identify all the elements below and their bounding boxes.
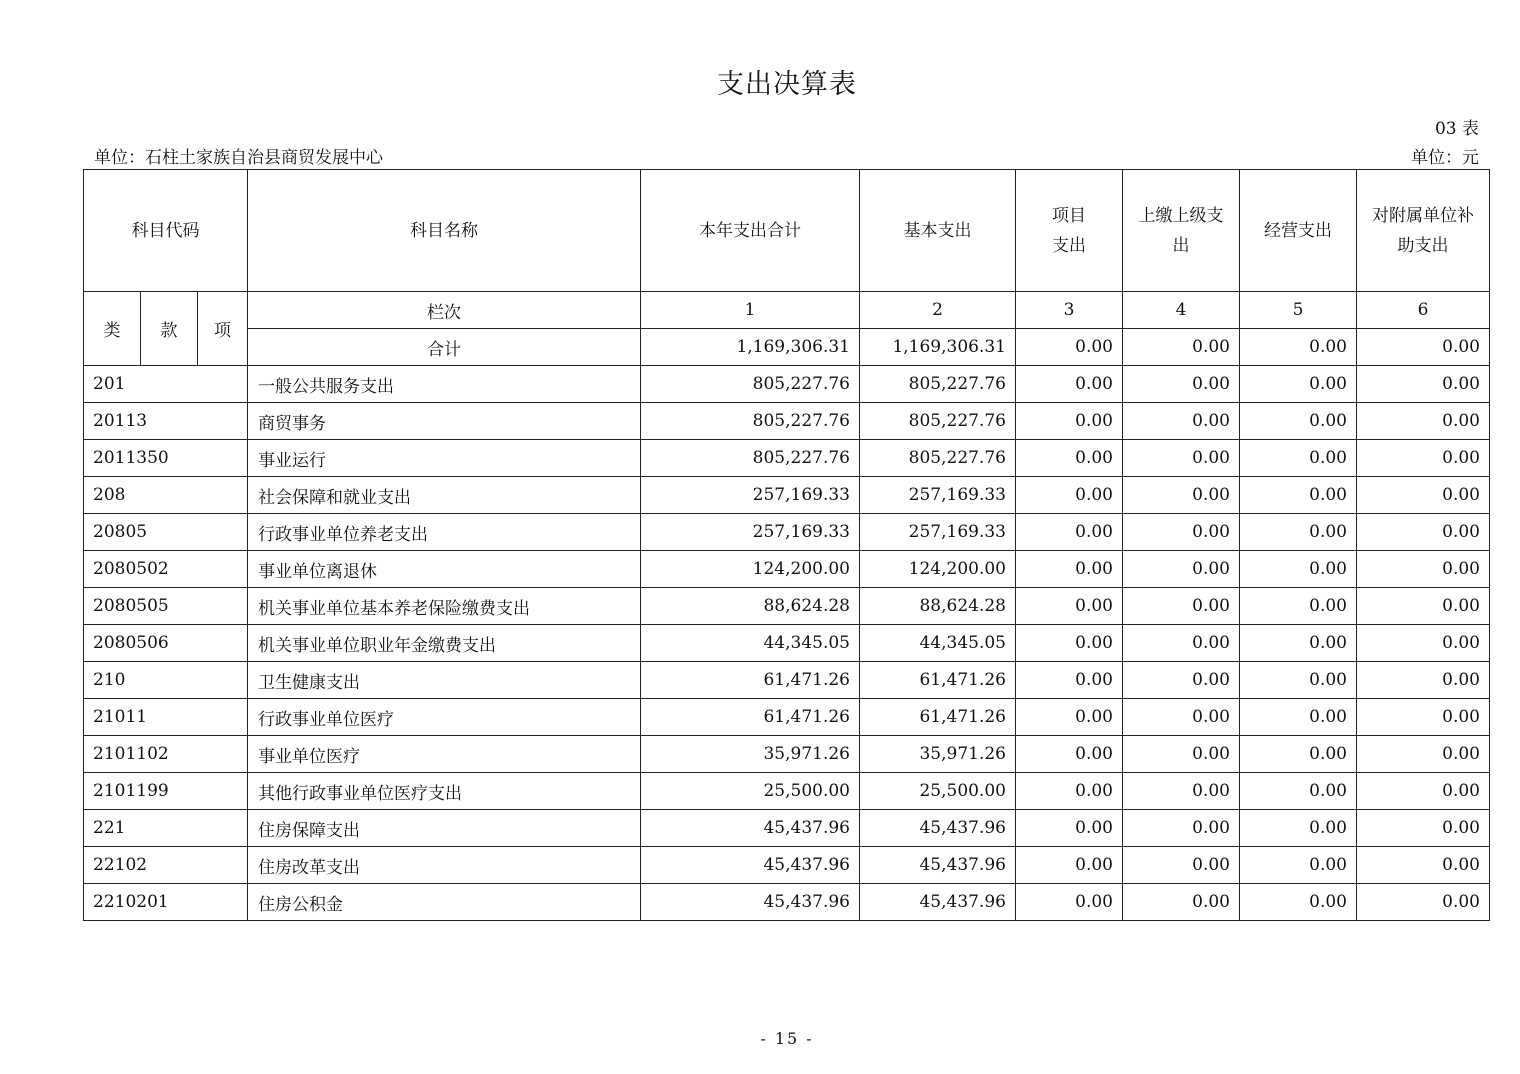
cell-subsidy: 0.00: [1357, 403, 1490, 440]
cell-project: 0.00: [1016, 625, 1123, 662]
cell-subsidy: 0.00: [1357, 773, 1490, 810]
sum-subsidy: 0.00: [1357, 329, 1490, 366]
cell-code: 2080506: [84, 625, 248, 662]
cell-subsidy: 0.00: [1357, 440, 1490, 477]
column-number-row: [84, 292, 1490, 329]
cell-subsidy: 0.00: [1357, 366, 1490, 403]
header-operating: 经营支出: [1240, 170, 1357, 292]
cell-name: 住房改革支出: [248, 847, 641, 884]
cell-name: 社会保障和就业支出: [248, 477, 641, 514]
cell-basic: 25,500.00: [860, 773, 1016, 810]
cell-name: 住房公积金: [248, 884, 641, 921]
cell-total: 805,227.76: [641, 366, 860, 403]
header-upper-line2: 出: [1172, 235, 1190, 256]
cell-project: 0.00: [1016, 810, 1123, 847]
table-row: [84, 884, 1490, 921]
cell-upper: 0.00: [1123, 773, 1240, 810]
cell-project: 0.00: [1016, 477, 1123, 514]
cell-name: 卫生健康支出: [248, 662, 641, 699]
cell-project: 0.00: [1016, 736, 1123, 773]
sum-basic: 1,169,306.31: [860, 329, 1016, 366]
cell-name: 住房保障支出: [248, 810, 641, 847]
cell-name: 事业单位医疗: [248, 736, 641, 773]
cell-operating: 0.00: [1240, 773, 1357, 810]
cell-upper: 0.00: [1123, 477, 1240, 514]
header-row: [84, 170, 1490, 292]
cell-operating: 0.00: [1240, 810, 1357, 847]
table-row: [84, 773, 1490, 810]
cell-basic: 805,227.76: [860, 366, 1016, 403]
cell-project: 0.00: [1016, 588, 1123, 625]
cell-subsidy: 0.00: [1357, 699, 1490, 736]
column-number-5: 5: [1240, 292, 1357, 329]
cell-subsidy: 0.00: [1357, 736, 1490, 773]
expenditure-table: [83, 169, 1490, 921]
cell-name: 事业单位离退休: [248, 551, 641, 588]
cell-name: 事业运行: [248, 440, 641, 477]
cell-project: 0.00: [1016, 366, 1123, 403]
cell-project: 0.00: [1016, 440, 1123, 477]
cell-upper: 0.00: [1123, 699, 1240, 736]
table-row: [84, 699, 1490, 736]
cell-operating: 0.00: [1240, 625, 1357, 662]
cell-project: 0.00: [1016, 847, 1123, 884]
cell-basic: 45,437.96: [860, 810, 1016, 847]
cell-operating: 0.00: [1240, 736, 1357, 773]
cell-subsidy: 0.00: [1357, 884, 1490, 921]
table-row: [84, 736, 1490, 773]
column-number-6: 6: [1357, 292, 1490, 329]
cell-upper: 0.00: [1123, 662, 1240, 699]
cell-upper: 0.00: [1123, 625, 1240, 662]
header-lei: 类: [84, 292, 141, 366]
cell-total: 61,471.26: [641, 699, 860, 736]
cell-subsidy: 0.00: [1357, 551, 1490, 588]
cell-basic: 45,437.96: [860, 847, 1016, 884]
page-number: - 15 -: [760, 1029, 814, 1048]
column-number-4: 4: [1123, 292, 1240, 329]
cell-basic: 44,345.05: [860, 625, 1016, 662]
cell-basic: 61,471.26: [860, 699, 1016, 736]
table-row: [84, 403, 1490, 440]
cell-total: 257,169.33: [641, 477, 860, 514]
cell-basic: 124,200.00: [860, 551, 1016, 588]
header-project-line2: 支出: [1052, 235, 1086, 256]
cell-code: 2080502: [84, 551, 248, 588]
cell-total: 45,437.96: [641, 884, 860, 921]
cell-code: 2011350: [84, 440, 248, 477]
cell-name: 行政事业单位医疗: [248, 699, 641, 736]
cell-basic: 805,227.76: [860, 440, 1016, 477]
currency-unit: 单位：元: [1411, 148, 1479, 168]
cell-code: 20113: [84, 403, 248, 440]
table-row: [84, 847, 1490, 884]
cell-subsidy: 0.00: [1357, 625, 1490, 662]
cell-basic: 88,624.28: [860, 588, 1016, 625]
header-subsidy-line2: 助支出: [1397, 235, 1449, 256]
sum-row: [84, 329, 1490, 366]
cell-total: 61,471.26: [641, 662, 860, 699]
table-row: [84, 514, 1490, 551]
cell-code: 2080505: [84, 588, 248, 625]
cell-subsidy: 0.00: [1357, 477, 1490, 514]
cell-basic: 61,471.26: [860, 662, 1016, 699]
cell-code: 2210201: [84, 884, 248, 921]
cell-name: 机关事业单位基本养老保险缴费支出: [248, 588, 641, 625]
header-name: 科目名称: [248, 170, 641, 292]
header-total: 本年支出合计: [641, 170, 860, 292]
cell-operating: 0.00: [1240, 366, 1357, 403]
cell-project: 0.00: [1016, 884, 1123, 921]
cell-basic: 257,169.33: [860, 477, 1016, 514]
table-row: [84, 625, 1490, 662]
cell-project: 0.00: [1016, 514, 1123, 551]
cell-subsidy: 0.00: [1357, 588, 1490, 625]
header-upper-line1: 上缴上级支: [1138, 205, 1224, 226]
cell-name: 商贸事务: [248, 403, 641, 440]
cell-upper: 0.00: [1123, 403, 1240, 440]
cell-basic: 35,971.26: [860, 736, 1016, 773]
cell-operating: 0.00: [1240, 551, 1357, 588]
header-code: 科目代码: [84, 170, 248, 292]
cell-total: 124,200.00: [641, 551, 860, 588]
cell-operating: 0.00: [1240, 440, 1357, 477]
cell-upper: 0.00: [1123, 588, 1240, 625]
column-number-1: 1: [641, 292, 860, 329]
cell-code: 2101199: [84, 773, 248, 810]
table-row: [84, 440, 1490, 477]
header-project: [1016, 170, 1123, 292]
cell-operating: 0.00: [1240, 403, 1357, 440]
cell-upper: 0.00: [1123, 366, 1240, 403]
table-row: [84, 810, 1490, 847]
table-body: [84, 170, 1490, 921]
cell-subsidy: 0.00: [1357, 662, 1490, 699]
cell-upper: 0.00: [1123, 514, 1240, 551]
cell-name: 行政事业单位养老支出: [248, 514, 641, 551]
header-kuan: 款: [141, 292, 198, 366]
cell-upper: 0.00: [1123, 736, 1240, 773]
cell-code: 201: [84, 366, 248, 403]
cell-code: 210: [84, 662, 248, 699]
table-row: [84, 366, 1490, 403]
cell-name: 一般公共服务支出: [248, 366, 641, 403]
cell-name: 机关事业单位职业年金缴费支出: [248, 625, 641, 662]
cell-project: 0.00: [1016, 699, 1123, 736]
cell-basic: 45,437.96: [860, 884, 1016, 921]
cell-operating: 0.00: [1240, 477, 1357, 514]
header-basic: 基本支出: [860, 170, 1016, 292]
cell-code: 21011: [84, 699, 248, 736]
sum-operating: 0.00: [1240, 329, 1357, 366]
cell-total: 44,345.05: [641, 625, 860, 662]
cell-basic: 805,227.76: [860, 403, 1016, 440]
cell-total: 805,227.76: [641, 440, 860, 477]
cell-total: 35,971.26: [641, 736, 860, 773]
sum-label: 合计: [248, 329, 641, 366]
cell-subsidy: 0.00: [1357, 847, 1490, 884]
cell-code: 22102: [84, 847, 248, 884]
header-xiang: 项: [198, 292, 248, 366]
cell-operating: 0.00: [1240, 514, 1357, 551]
cell-operating: 0.00: [1240, 588, 1357, 625]
header-project-line1: 项目: [1052, 205, 1086, 226]
cell-operating: 0.00: [1240, 662, 1357, 699]
column-number-2: 2: [860, 292, 1016, 329]
cell-subsidy: 0.00: [1357, 514, 1490, 551]
cell-subsidy: 0.00: [1357, 810, 1490, 847]
cell-total: 257,169.33: [641, 514, 860, 551]
reporting-unit: 单位：石柱土家族自治县商贸发展中心: [94, 148, 383, 168]
cell-project: 0.00: [1016, 662, 1123, 699]
cell-project: 0.00: [1016, 773, 1123, 810]
cell-code: 208: [84, 477, 248, 514]
cell-basic: 257,169.33: [860, 514, 1016, 551]
cell-operating: 0.00: [1240, 847, 1357, 884]
header-upper: [1123, 170, 1240, 292]
cell-operating: 0.00: [1240, 699, 1357, 736]
cell-total: 25,500.00: [641, 773, 860, 810]
page-title: 支出决算表: [717, 69, 857, 100]
cell-code: 20805: [84, 514, 248, 551]
cell-total: 45,437.96: [641, 847, 860, 884]
header-lanci: 栏次: [248, 292, 641, 329]
cell-project: 0.00: [1016, 403, 1123, 440]
sum-upper: 0.00: [1123, 329, 1240, 366]
cell-operating: 0.00: [1240, 884, 1357, 921]
cell-total: 45,437.96: [641, 810, 860, 847]
cell-upper: 0.00: [1123, 847, 1240, 884]
cell-total: 88,624.28: [641, 588, 860, 625]
cell-upper: 0.00: [1123, 884, 1240, 921]
cell-project: 0.00: [1016, 551, 1123, 588]
table-row: [84, 588, 1490, 625]
cell-upper: 0.00: [1123, 551, 1240, 588]
sum-project: 0.00: [1016, 329, 1123, 366]
header-subsidy: [1357, 170, 1490, 292]
sum-total: 1,169,306.31: [641, 329, 860, 366]
cell-code: 2101102: [84, 736, 248, 773]
form-number: 03 表: [1434, 119, 1479, 139]
cell-upper: 0.00: [1123, 440, 1240, 477]
cell-name: 其他行政事业单位医疗支出: [248, 773, 641, 810]
table-row: [84, 662, 1490, 699]
cell-total: 805,227.76: [641, 403, 860, 440]
cell-code: 221: [84, 810, 248, 847]
table-row: [84, 551, 1490, 588]
table-row: [84, 477, 1490, 514]
header-subsidy-line1: 对附属单位补: [1372, 205, 1474, 226]
cell-upper: 0.00: [1123, 810, 1240, 847]
column-number-3: 3: [1016, 292, 1123, 329]
